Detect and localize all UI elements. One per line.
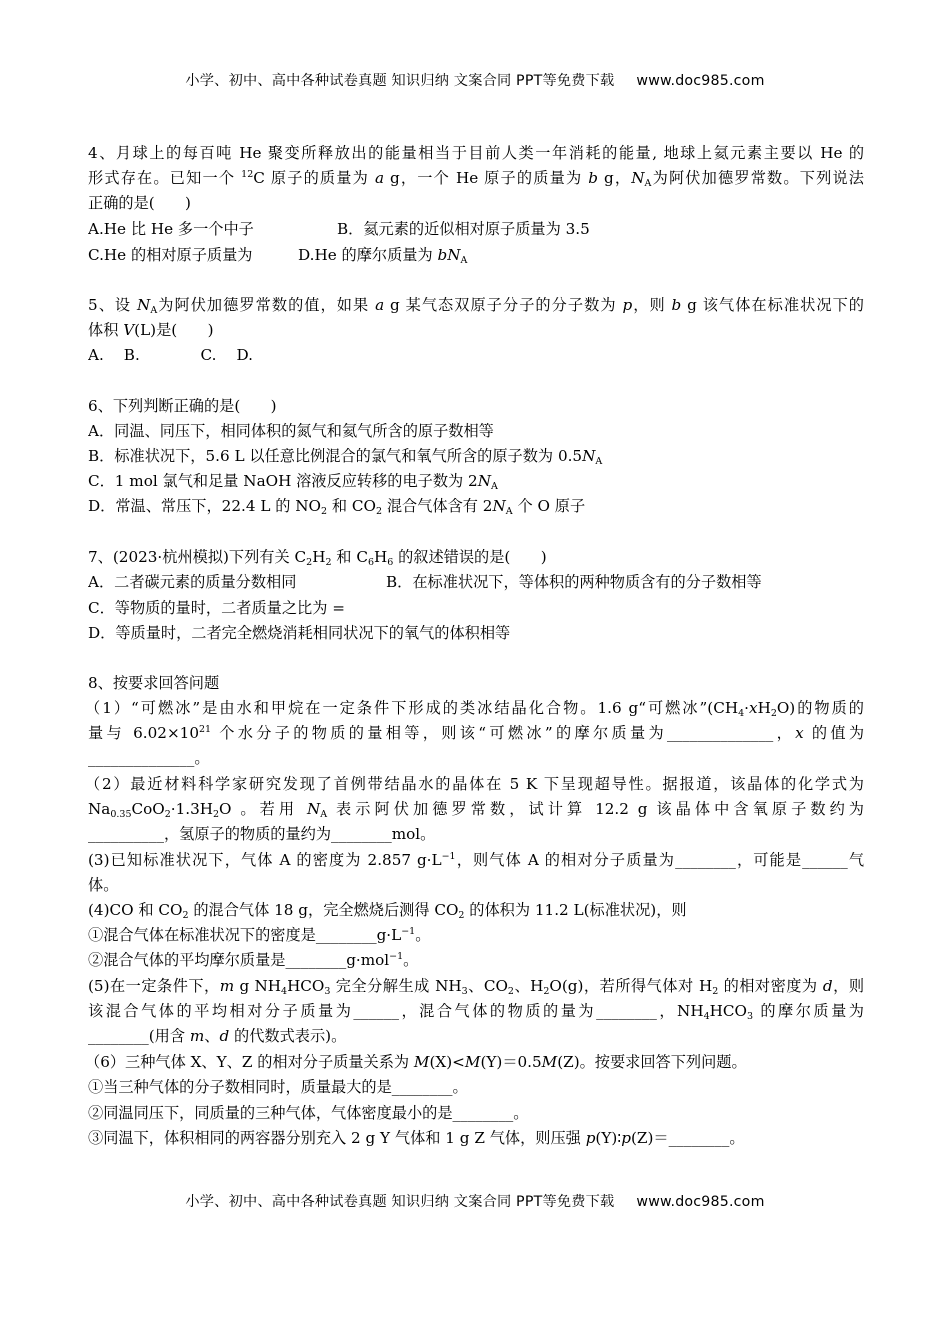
q8-part5-line-3: ________(用含 m、d 的代数式表示)。 [88,1027,347,1045]
q5-options: A. B. C. D. [88,346,253,364]
q8-part2-line-3: __________，氢原子的物质的量约为________mol。 [88,825,436,843]
q7-options-ab [88,570,864,594]
q6-stem: 6、下列判断正确的是( ) [88,397,277,415]
q4-option-b: B．氦元素的近似相对原子质量为 3.5 [337,220,590,238]
page-footer [0,1191,950,1211]
q8-part6-line-4: ③同温下，体积相同的两容器分别充入 2 g Y 气体和 1 g Z 气体，则压强 p(Y)∶p(Z)＝________。 [88,1129,745,1147]
q8-part4-line-2: ①混合气体在标准状况下的密度是$\_\_\_\_\_\_\_\_g\cdot L^{-1}$。 [88,926,431,944]
q8-part1-line-2: 量与 $6.02\times 10^{21}$ 个水分子的物质的量相等，则该“可燃冰”的摩尔质量为______________，x 的值为 [88,724,864,742]
q8-part3-line-2: 体。 [88,876,119,894]
page-header [0,70,950,90]
q4-option-d: D.He 的摩尔质量为 $bN_A$ [298,246,468,266]
q7-option-b: B．在标准状况下，等体积的两种物质含有的分子数相等 [386,573,762,591]
footer-text: 小学、初中、高中各种试卷真题 知识归纳 文案合同 PPT等免费下载 [185,1194,615,1210]
q7-stem: 7、(2023·杭州模拟)下列有关 $C_2H_2$ 和 $C_6H_6$ 的叙述错误的是( ) [88,548,547,568]
q8-part6-line-3: ②同温同压下，同质量的三种气体，气体密度最小的是________。 [88,1104,529,1122]
q8-part4-line-3: ②混合气体的平均摩尔质量是________g·mol$^{-1}$。 [88,951,419,969]
footer-site: www.doc985.com [636,1194,765,1210]
q4-options-cd [88,243,864,267]
q4-line-3: 正确的是( ) [88,194,191,212]
q8-part2-line-2: $Na_{0.35}CoO_2\cdot 1.3H_2O$ 。若用 $N_A$ 表示阿伏加德罗常数，试计算 12.2 g 该晶体中含氧原子数约为 [88,800,864,820]
q8-part1-line-3: ______________。 [88,749,210,767]
q4-option-c: C.He 的相对原子质量为 [88,246,253,264]
q6-option-d: D．常温、常压下，22.4 L 的 $NO_2$ 和 $CO_2$ 混合气体含有 $2N_A$ 个 O 原子 [88,497,586,517]
q8-part4-line-1: (4)CO 和 $CO_2$ 的混合气体 18 g，完全燃烧后测得 $CO_2$ 的体积为 11.2 L(标准状况)，则 [88,901,687,921]
q4-line-2: 形式存在。已知一个 $^{12}$C 原子的质量为 a g，一个 He 原子的质量为 b g，$N_A$为阿伏加德罗常数。下列说法 [88,169,864,189]
q6-option-b: B．标准状况下，5.6 L 以任意比例混合的氯气和氧气所含的原子数为 $0.5N_A$ [88,447,603,467]
q7-option-c: C．等物质的量时，二者质量之比为 = [88,599,345,617]
header-text: 小学、初中、高中各种试卷真题 知识归纳 文案合同 PPT等免费下载 [185,73,615,89]
q7-option-d: D．等质量时，二者完全燃烧消耗相同状况下的氧气的体积相等 [88,624,511,642]
q8-part5-line-1: (5)在一定条件下，m g $NH_4HCO_3$ 完全分解生成 $NH_3$、$CO_2$、$H_2O(g)$，若所得气体对 $H_2$ 的相对密度为 d，则 [88,977,864,997]
q8-part1-line-1: （1）“可燃冰”是由水和甲烷在一定条件下形成的类冰结晶化合物。1.6 g“可燃冰$”(CH_4\cdot xH_2O)$的物质的 [85,699,864,719]
q8-part3-line-1: (3)已知标准状况下，气体 A 的密度为 2.857 $g\cdot L^{-1}$，则气体 A 的相对分子质量为________，可能是______气 [88,851,864,869]
q5-line-1: 5、设 $N_A$为阿伏加德罗常数的值，如果 a g 某气态双原子分子的分子数为 p，则 b g 该气体在标准状况下的 [88,296,864,316]
q4-options-ab [88,217,864,241]
q8-part2-line-1: （2）最近材料科学家研究发现了首例带结晶水的晶体在 5 K 下呈现超导性。据报道，该晶体的化学式为 [85,775,864,793]
header-site: www.doc985.com [636,73,765,89]
q4-option-a: A.He 比 He 多一个中子 [88,220,254,238]
q8-part5-line-2: 该混合气体的平均相对分子质量为______，混合气体的物质的量为________，$NH_4HCO_3$ 的摩尔质量为 [88,1002,864,1022]
q4-line-1: 4、月球上的每百吨 He 聚变所释放出的能量相当于目前人类一年消耗的能量, 地球上氦元素主要以 He 的 [88,144,864,162]
q6-option-a: A．同温、同压下，相同体积的氮气和氦气所含的原子数相等 [88,422,494,440]
q7-option-a: A．二者碳元素的质量分数相同 [88,573,297,591]
q8-part6-line-2: ①当三种气体的分子数相同时，质量最大的是________。 [88,1078,468,1096]
q5-line-2: 体积 V(L)是( ) [88,321,214,339]
q8-part6-line-1: （6）三种气体 X、Y、Z 的相对分子质量关系为 M(X)<M(Y)＝0.5M(Z)。按要求回答下列问题。 [85,1053,747,1071]
q6-option-c: C．1 mol 氯气和足量 NaOH 溶液反应转移的电子数为 $2N_A$ [88,472,498,492]
q8-stem: 8、按要求回答问题 [88,674,220,692]
